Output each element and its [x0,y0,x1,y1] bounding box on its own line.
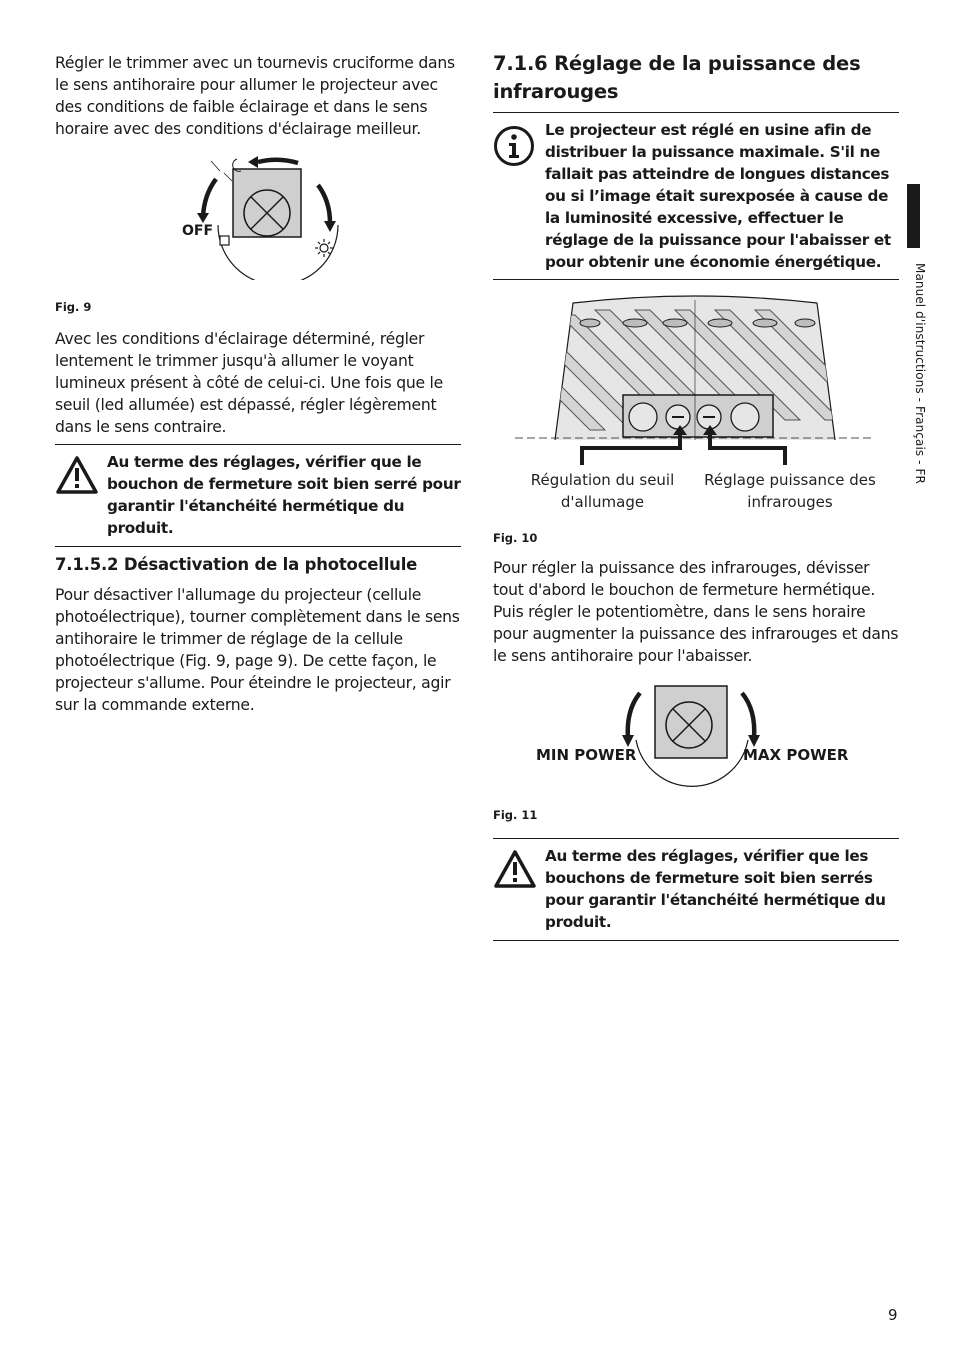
warning-box-2 [493,838,899,941]
warning-text-1: Au terme des réglages, vérifier que le bouchon de fermeture soit bien serré pour garantir l'étanchéité hermétique du produit. [107,453,461,537]
fig11-potentiometer-diagram [533,685,853,790]
warning-text-2: Au terme des réglages, vérifier que les bouchons de fermeture soit bien serrés pour garantir l'étanchéité hermétique du produit. [545,847,886,931]
info-icon [493,125,535,171]
info-note-text: Le projecteur est réglé en usine afin de distribuer la puissance maximale. S'il ne fallait pas atteindre de longues distances ou si l’image était surexposée à cause de la luminosité excessive, effectuer le réglage de la puissance pour l'abaisser et pour obtenir une économie énergétique. [545,121,891,271]
threshold-paragraph: Avec les conditions d'éclairage déterminé, régler lentement le trimmer jusqu'à allumer le voyant lumineux présent à côté de celui-ci. Une fois que le seuil (led allumée) est dépassé, régler légèrement dans le sens contraire. [55,330,443,436]
page-number: 9 [888,1306,898,1324]
photocell-subsection-title: 7.1.5.2 Désactivation de la photocellule [55,555,418,574]
photocell-paragraph: Pour désactiver l'allumage du projecteur (cellule photoélectrique), tourner complètement dans le sens antihoraire le trimmer de réglage de la cellule photoélectrique (Fig. 9, page 9). De cette façon, le projecteur s'allume. Pour éteindre le projecteur, agir sur la commande externe. [55,586,460,714]
fig9-caption: Fig. 9 [55,300,92,314]
off-label: OFF [182,223,214,239]
chapter-tab [907,184,920,248]
min-power-label: MIN POWER [536,746,637,764]
trimmer-photocell-icon [178,155,348,280]
warning-triangle-icon [55,455,99,499]
info-note-box [493,112,899,280]
section-title: 7.1.6 Réglage de la puissance des infrarouges [493,52,861,103]
manual-side-label: Manuel d'instructions - Français - FR [913,263,927,484]
fig10-caption: Fig. 10 [493,531,538,545]
ir-power-paragraph: Pour régler la puissance des infrarouges, dévisser tout d'abord le bouchon de fermeture hermétique. Puis régler le potentiomètre, dans le sens horaire pour augmenter la puissance des infrarouges et dans le sens antihoraire pour l'abaisser. [493,559,899,665]
projector-internals-icon [515,295,875,445]
potentiometer-icon [533,685,853,790]
fig10-projector-diagram [515,295,875,445]
intro-paragraph: Régler le trimmer avec un tournevis cruciforme dans le sens antihoraire pour allumer le projecteur avec des conditions de faible éclairage et dans le sens horaire avec des conditions d'éclairage meilleur. [55,54,455,138]
warning-triangle-icon [493,849,537,893]
fig10-label-ir-power: Réglage puissance des infrarouges [704,471,876,511]
max-power-label: MAX POWER [743,746,849,764]
fig10-label-threshold: Régulation du seuil d'allumage [530,471,675,511]
fig11-caption: Fig. 11 [493,808,538,822]
warning-box-1 [55,444,461,547]
fig9-trimmer-diagram [178,155,348,280]
fig10-callout-brackets [560,425,810,465]
